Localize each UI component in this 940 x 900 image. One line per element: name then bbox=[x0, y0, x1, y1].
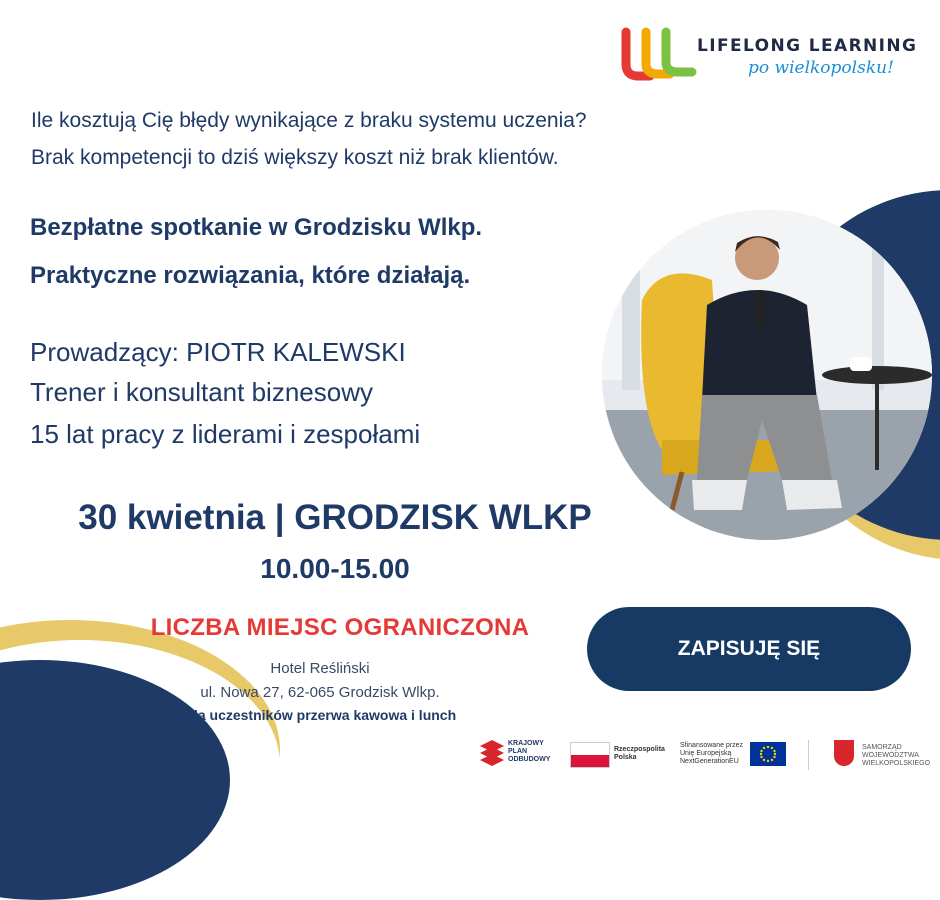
eu-label-line-1: Sfinansowane przez bbox=[680, 742, 744, 749]
samorzad-label-line-1: SAMORZĄD bbox=[862, 744, 902, 751]
partner-logos bbox=[470, 736, 930, 776]
presenter-name: Prowadzący: PIOTR KALEWSKI bbox=[30, 337, 406, 367]
samorzad-label-line-2: WOJEWÓDZTWA bbox=[862, 752, 919, 759]
intro-statement: Brak kompetencji to dziś większy koszt niż brak klientów. bbox=[31, 146, 559, 169]
highlight-line-1: Bezpłatne spotkanie w Grodzisku Wlkp. bbox=[30, 214, 483, 241]
wielkopolska-crest-icon bbox=[834, 740, 854, 766]
presenter-photo bbox=[602, 210, 932, 540]
kpo-icon bbox=[478, 740, 506, 766]
logo-subtitle: po wielkopolsku! bbox=[748, 58, 894, 78]
eu-flag-icon bbox=[750, 742, 786, 766]
rp-label bbox=[614, 746, 665, 762]
presenter-role: Trener i konsultant biznesowy bbox=[30, 377, 373, 407]
partner-divider bbox=[808, 740, 809, 770]
kpo-logo bbox=[478, 740, 506, 771]
limited-seats-notice: LICZBA MIEJSC OGRANICZONA bbox=[150, 614, 530, 641]
samorzad-label bbox=[862, 744, 930, 768]
kpo-label-line-1: KRAJOWY bbox=[508, 740, 544, 747]
presenter-illustration bbox=[602, 210, 932, 540]
venue-name: Hotel Reśliński bbox=[270, 660, 370, 677]
event-date-place: 30 kwietnia | GRODZISK WLKP bbox=[78, 498, 592, 537]
venue-address: ul. Nowa 27, 62-065 Grodzisk Wlkp. bbox=[200, 684, 440, 701]
kpo-label-line-3: ODBUDOWY bbox=[508, 756, 551, 763]
signup-button[interactable]: ZAPISUJĘ SIĘ bbox=[587, 607, 911, 691]
eu-label bbox=[680, 742, 743, 766]
kpo-label-line-2: PLAN bbox=[508, 748, 528, 755]
poland-flag-icon bbox=[570, 742, 610, 768]
presenter-experience: 15 lat pracy z liderami i zespołami bbox=[30, 419, 421, 449]
rp-label-line-1: Rzeczpospolita bbox=[614, 746, 665, 753]
eu-label-line-3: NextGenerationEU bbox=[680, 758, 739, 765]
lll-logo-icon bbox=[620, 24, 700, 84]
highlight-line-2: Praktyczne rozwiązania, które działają. bbox=[30, 262, 471, 289]
logo-title: LIFELONG LEARNING bbox=[697, 36, 918, 56]
eu-stars-icon bbox=[750, 742, 786, 766]
catering-info: Dla uczestników przerwa kawowa i lunch bbox=[183, 707, 457, 723]
kpo-label bbox=[508, 740, 550, 764]
intro-question: Ile kosztują Cię błędy wynikające z braku systemu uczenia? bbox=[31, 109, 587, 132]
rp-label-line-2: Polska bbox=[614, 754, 637, 761]
event-time: 10.00-15.00 bbox=[260, 553, 410, 584]
eu-label-line-2: Unię Europejską bbox=[680, 750, 732, 757]
samorzad-label-line-3: WIELKOPOLSKIEGO bbox=[862, 760, 931, 767]
